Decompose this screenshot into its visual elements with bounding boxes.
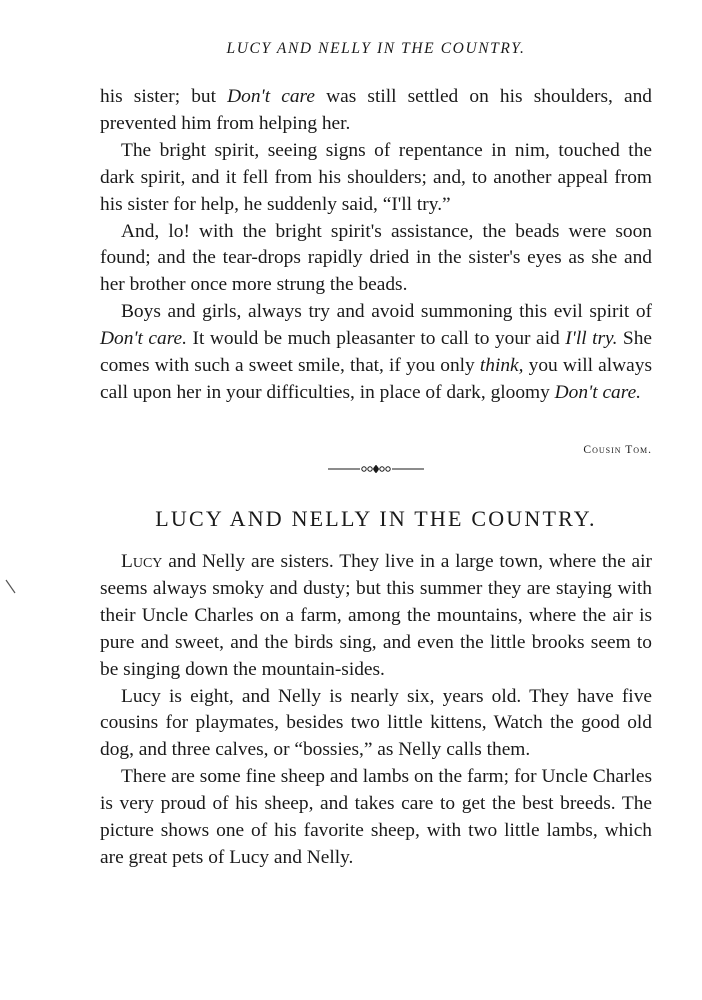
text-run: and Nelly are sisters. They live in a large town, where the air seems always smoky and dusty; but this summer they are staying with their Uncle Charles on a farm, among the mountains, where the air is pure and sweet, and the birds sing, and even the little brooks seem to be singing down the mountain-sides. [100, 551, 652, 680]
paragraph [100, 549, 652, 684]
italic-phrase: think, [479, 355, 524, 377]
opening-word: Lucy [121, 551, 163, 572]
story-title: LUCY AND NELLY IN THE COUNTRY. [155, 506, 597, 531]
ornament-divider-icon [328, 462, 424, 476]
text-run: his sister; but [100, 86, 228, 107]
paragraph [100, 299, 652, 407]
paragraph: There are some fine sheep and lambs on the farm; for Uncle Charles is very proud of his sheep, and takes care to get the best breeds. The picture shows one of his favorite sheep, with two little lambs, which are great pets of Lucy and Nelly. [100, 766, 652, 868]
paragraph [100, 84, 652, 138]
running-head: LUCY AND NELLY IN THE COUNTRY. [226, 40, 526, 57]
paragraph: The bright spirit, seeing signs of repentance in nim, touched the dark spirit, and it fell from his shoulders; and, to another appeal from his sister for help, he suddenly said, “I'll try.” [100, 139, 652, 215]
italic-phrase: Don't care. [554, 381, 642, 403]
paragraph: Lucy is eight, and Nelly is nearly six, years old. They have five cousins for playmates, besides two little kittens, Watch the good old dog, and three calves, or “bossies,” as Nelly calls them. [100, 685, 652, 761]
text-run: It would be much pleasanter to call to your aid [187, 328, 566, 350]
story-text [100, 549, 652, 872]
paragraph: And, lo! with the bright spirit's assistance, the beads were soon found; and the tear-drops rapidly dried in the sister's eyes as she and her brother once more strung the beads. [100, 220, 652, 296]
text-run: Boys and girls, always try and avoid summoning this evil spirit of [121, 301, 652, 323]
previous-story-text [100, 84, 652, 407]
author-signature: Cousin Tom. [583, 444, 652, 456]
text-run: was still settled on his shoulders, and prevented him from helping her. [100, 86, 652, 134]
italic-phrase: Don't care. [100, 328, 188, 350]
text-run: you will always call upon her in your difficulties, in place of dark, gloomy [100, 355, 652, 403]
italic-phrase: Don't care [227, 86, 315, 107]
text-run: She comes with such a sweet smile, that, if you only [100, 328, 653, 377]
margin-mark-icon [4, 578, 18, 596]
italic-phrase: I'll try. [565, 328, 618, 350]
